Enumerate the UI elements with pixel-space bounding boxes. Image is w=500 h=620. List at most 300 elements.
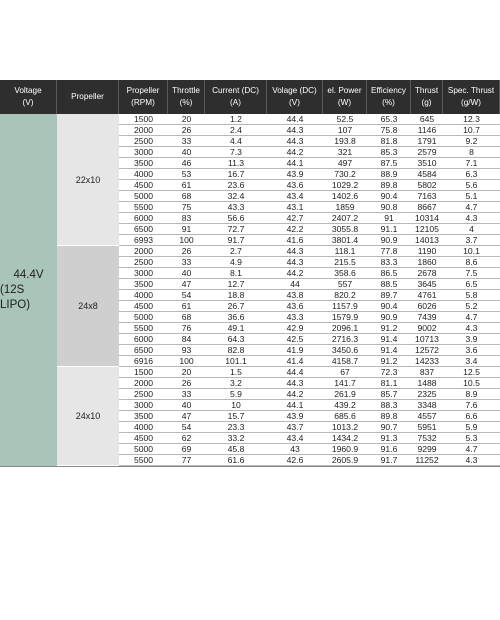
header-unit: (V) [22,98,34,107]
cell-el-power: 1960.9 [331,444,359,454]
cell-el-power: 118.1 [334,246,356,256]
cell-current: 16.7 [227,169,245,179]
cell-efficiency: 89.8 [380,180,398,190]
cell-rpm: 6993 [133,235,154,245]
cell-efficiency: 87.5 [380,158,398,168]
cell-rpm: 3000 [133,400,154,410]
cell-thrust: 12572 [415,345,439,355]
header-label: Current (DC) [212,86,259,95]
table-row [119,257,500,268]
cell-voltage-dc: 44.1 [286,400,304,410]
cell-el-power: 4158.7 [331,356,359,366]
cell-efficiency: 91.6 [380,444,398,454]
cell-spec-thrust: 3.9 [465,334,478,344]
header-unit: (RPM) [131,98,155,107]
cell-spec-thrust: 3.6 [465,345,478,355]
cell-voltage-dc: 44.4 [286,367,304,377]
cell-voltage-dc: 43 [290,444,300,454]
cell-throttle: 26 [181,125,192,135]
cell-el-power: 215.5 [334,257,356,267]
cell-throttle: 40 [181,400,192,410]
cell-spec-thrust: 5.6 [465,180,478,190]
cell-spec-thrust: 10.5 [463,378,480,388]
cell-current: 61.6 [227,455,245,465]
header-cell [119,80,168,114]
cell-rpm: 1500 [133,114,154,124]
cell-rpm: 4500 [133,301,154,311]
cell-spec-thrust: 8.9 [465,389,478,399]
cell-voltage-dc: 43.6 [286,301,304,311]
cell-el-power: 820.2 [334,290,356,300]
table-row [119,213,500,224]
cell-thrust: 10713 [415,334,439,344]
cell-current: 56.6 [227,213,245,223]
table-bottom-border [0,466,500,467]
table-row [119,345,500,356]
cell-el-power: 141.7 [334,378,356,388]
cell-efficiency: 88.9 [380,169,398,179]
cell-rpm: 1500 [133,367,154,377]
cell-thrust: 8667 [417,202,437,212]
header-label: Volage (DC) [272,86,317,95]
cell-current: 2.4 [230,125,242,135]
header-cell [443,80,500,114]
cell-thrust: 7532 [417,433,437,443]
cell-current: 12.7 [227,279,245,289]
cell-voltage-dc: 44 [290,279,300,289]
cell-current: 23.6 [227,180,245,190]
cell-efficiency: 90.4 [380,191,398,201]
cell-efficiency: 91.4 [380,345,398,355]
cell-throttle: 40 [181,268,192,278]
cell-efficiency: 91.4 [380,334,398,344]
cell-throttle: 77 [181,455,192,465]
cell-throttle: 33 [181,257,192,267]
cell-efficiency: 91.2 [380,356,398,366]
header-label: Voltage [14,86,42,95]
cell-rpm: 4000 [133,169,154,179]
cell-current: 64.3 [227,334,245,344]
table-header [0,80,500,114]
cell-voltage-dc: 44.3 [286,136,304,146]
cell-thrust: 1860 [417,257,437,267]
table-row [119,191,500,202]
cell-voltage-dc: 42.5 [286,334,304,344]
cell-voltage-dc: 44.3 [286,378,304,388]
table-row [119,422,500,433]
cell-spec-thrust: 4.7 [465,202,478,212]
cell-throttle: 68 [181,191,192,201]
cell-throttle: 84 [181,334,192,344]
cell-throttle: 69 [181,444,192,454]
cell-thrust: 1190 [417,246,437,256]
cell-efficiency: 88.5 [380,279,398,289]
cell-spec-thrust: 5.3 [465,433,478,443]
cell-throttle: 33 [181,389,192,399]
cell-throttle: 61 [181,301,192,311]
cell-el-power: 557 [337,279,353,289]
cell-current: 26.7 [227,301,245,311]
table-row [119,169,500,180]
cell-efficiency: 89.7 [380,290,398,300]
cell-rpm: 5000 [133,312,154,322]
table-row [119,455,500,466]
cell-el-power: 1402.6 [331,191,359,201]
cell-thrust: 3348 [417,400,437,410]
cell-voltage-dc: 42.2 [286,224,304,234]
cell-spec-thrust: 7.6 [465,400,478,410]
cell-thrust: 5802 [417,180,437,190]
cell-current: 32.4 [227,191,245,201]
table-row [119,389,500,400]
header-unit: (g/W) [460,98,481,107]
cell-throttle: 93 [181,345,192,355]
cell-current: 4.4 [230,136,242,146]
cell-thrust: 1791 [417,136,437,146]
cell-thrust: 1146 [417,125,437,135]
cell-thrust: 7163 [417,191,437,201]
cell-throttle: 20 [181,367,192,377]
cell-voltage-dc: 43.6 [286,180,304,190]
cell-efficiency: 91.1 [380,224,398,234]
cell-current: 82.8 [227,345,245,355]
cell-throttle: 100 [179,235,194,245]
cell-el-power: 3055.8 [331,224,359,234]
cell-efficiency: 86.5 [380,268,398,278]
cell-rpm: 2500 [133,257,154,267]
cell-current: 1.5 [230,367,242,377]
cell-rpm: 5500 [133,455,154,465]
cell-thrust: 645 [419,114,435,124]
cell-spec-thrust: 4.3 [465,213,478,223]
cell-rpm: 4500 [133,433,154,443]
cell-throttle: 91 [181,224,192,234]
cell-spec-thrust: 4.7 [465,312,478,322]
cell-current: 49.1 [227,323,245,333]
table-row [119,158,500,169]
cell-throttle: 75 [181,202,192,212]
cell-spec-thrust: 8 [469,147,474,157]
cell-voltage-dc: 44.2 [286,147,304,157]
cell-spec-thrust: 6.5 [465,279,478,289]
cell-voltage-dc: 44.2 [286,389,304,399]
cell-spec-thrust: 5.9 [465,422,478,432]
cell-voltage-dc: 44.3 [286,246,304,256]
propeller-group-label: 24x8 [57,246,119,367]
cell-rpm: 2000 [133,378,154,388]
header-label: el. Power [327,86,362,95]
table-row [119,334,500,345]
cell-thrust: 4557 [417,411,437,421]
cell-efficiency: 91.3 [380,433,398,443]
cell-thrust: 837 [419,367,435,377]
cell-current: 7.3 [230,147,242,157]
cell-throttle: 33 [181,136,192,146]
cell-rpm: 4500 [133,180,154,190]
table-row [119,444,500,455]
cell-current: 43.3 [227,202,245,212]
cell-throttle: 20 [181,114,192,124]
cell-rpm: 2000 [133,246,154,256]
cell-efficiency: 91 [384,213,394,223]
cell-el-power: 3450.6 [331,345,359,355]
cell-spec-thrust: 10.7 [463,125,480,135]
cell-el-power: 1029.2 [331,180,359,190]
cell-thrust: 4761 [417,290,437,300]
cell-spec-thrust: 5.2 [465,301,478,311]
header-cell [411,80,443,114]
table-row [119,301,500,312]
cell-current: 4.9 [230,257,242,267]
header-cell [168,80,205,114]
header-unit: (%) [179,98,193,107]
header-label: Propeller [71,92,104,101]
table-row [119,246,500,257]
cell-thrust: 2678 [417,268,437,278]
cell-spec-thrust: 12.3 [463,114,480,124]
cell-spec-thrust: 4.3 [465,455,478,465]
cell-rpm: 4000 [133,422,154,432]
header-cell [367,80,411,114]
cell-efficiency: 75.8 [380,125,398,135]
cell-voltage-dc: 43.3 [286,312,304,322]
header-unit: (A) [230,98,241,107]
cell-current: 3.2 [230,378,242,388]
table-row [119,290,500,301]
cell-el-power: 67 [340,367,350,377]
cell-efficiency: 77.8 [380,246,398,256]
table-row [119,180,500,191]
cell-voltage-dc: 41.6 [286,235,304,245]
cell-spec-thrust: 5.8 [465,290,478,300]
cell-current: 45.8 [227,444,245,454]
cell-el-power: 1434.2 [331,433,359,443]
cell-el-power: 321 [337,147,353,157]
cell-thrust: 7439 [417,312,437,322]
cell-el-power: 1579.9 [331,312,359,322]
cell-spec-thrust: 3.4 [465,356,478,366]
cell-efficiency: 65.3 [380,114,398,124]
cell-thrust: 5951 [417,422,437,432]
cell-efficiency: 90.9 [380,312,398,322]
cell-voltage-dc: 44.2 [286,268,304,278]
cell-throttle: 26 [181,246,192,256]
cell-spec-thrust: 4 [469,224,474,234]
cell-efficiency: 83.3 [380,257,398,267]
cell-current: 5.9 [230,389,242,399]
cell-voltage-dc: 43.8 [286,290,304,300]
cell-efficiency: 85.3 [380,147,398,157]
cell-voltage-dc: 41.9 [286,345,304,355]
cell-spec-thrust: 7.1 [465,158,478,168]
cell-rpm: 5500 [133,202,154,212]
cell-voltage-dc: 44.3 [286,125,304,135]
cell-current: 91.7 [227,235,245,245]
cell-throttle: 61 [181,180,192,190]
cell-rpm: 6500 [133,345,154,355]
cell-voltage-dc: 41.4 [286,356,304,366]
cell-voltage-dc: 44.4 [286,114,304,124]
header-label: Throttle [172,86,200,95]
cell-efficiency: 81.1 [380,378,398,388]
cell-rpm: 3000 [133,268,154,278]
cell-thrust: 14233 [415,356,439,366]
cell-efficiency: 89.8 [380,411,398,421]
cell-current: 8.1 [230,268,242,278]
cell-el-power: 52.5 [336,114,354,124]
cell-rpm: 3500 [133,158,154,168]
cell-thrust: 9002 [417,323,437,333]
cell-spec-thrust: 6.3 [465,169,478,179]
cell-thrust: 14013 [415,235,439,245]
header-unit: (V) [289,98,300,107]
cell-current: 72.7 [227,224,245,234]
voltage-value: 44.4V [13,268,44,281]
cell-rpm: 2500 [133,136,154,146]
table-row [119,312,500,323]
cell-efficiency: 88.3 [380,400,398,410]
header-label: Spec. Thrust [447,86,495,95]
cell-thrust: 2325 [417,389,437,399]
cell-rpm: 2500 [133,389,154,399]
header-cell [323,80,367,114]
cell-voltage-dc: 44.3 [286,257,304,267]
cell-rpm: 5000 [133,444,154,454]
cell-rpm: 6000 [133,213,154,223]
cell-current: 33.2 [227,433,245,443]
cell-spec-thrust: 5.1 [465,191,478,201]
cell-throttle: 54 [181,422,192,432]
cell-rpm: 3500 [133,411,154,421]
cell-current: 1.2 [230,114,242,124]
cell-spec-thrust: 4.3 [465,323,478,333]
header-unit: (%) [382,98,395,107]
cell-throttle: 83 [181,213,192,223]
table-row [119,147,500,158]
cell-throttle: 62 [181,433,192,443]
table-row [119,279,500,290]
cell-voltage-dc: 42.6 [286,455,304,465]
cell-throttle: 40 [181,147,192,157]
cell-spec-thrust: 6.6 [465,411,478,421]
header-unit: (g) [421,98,432,107]
header-cell [0,80,57,114]
cell-thrust: 10314 [415,213,439,223]
cell-thrust: 2579 [417,147,437,157]
cell-efficiency: 81.8 [380,136,398,146]
cell-thrust: 4584 [417,169,437,179]
cell-current: 15.7 [227,411,245,421]
cell-efficiency: 72.3 [380,367,398,377]
cell-throttle: 47 [181,411,192,421]
cell-el-power: 2716.3 [331,334,359,344]
header-label: Thrust [414,86,439,95]
cell-efficiency: 85.7 [380,389,398,399]
cell-current: 2.7 [230,246,242,256]
cell-rpm: 6000 [133,334,154,344]
cell-spec-thrust: 8.6 [465,257,478,267]
cell-el-power: 497 [337,158,353,168]
table-row [119,367,500,378]
voltage-battery: (12S LIPO) [0,283,31,311]
cell-efficiency: 90.8 [380,202,398,212]
cell-voltage-dc: 43.4 [286,191,304,201]
table-row [119,356,500,367]
table-row [119,323,500,334]
cell-el-power: 2407.2 [331,213,359,223]
header-label: Efficiency [371,86,406,95]
header-unit: (W) [337,98,352,107]
cell-el-power: 2605.9 [331,455,359,465]
cell-current: 10 [231,400,241,410]
header-cell [205,80,267,114]
cell-efficiency: 90.9 [380,235,398,245]
cell-rpm: 3500 [133,279,154,289]
table-row [119,433,500,444]
table-row [119,224,500,235]
cell-spec-thrust: 4.7 [465,444,478,454]
cell-el-power: 439.2 [334,400,356,410]
cell-efficiency: 91.7 [380,455,398,465]
propeller-group-label: 22x10 [57,114,119,246]
cell-throttle: 53 [181,169,192,179]
propeller-group-label: 24x10 [57,367,119,466]
cell-el-power: 193.8 [334,136,356,146]
cell-throttle: 46 [181,158,192,168]
cell-voltage-dc: 43.1 [286,202,304,212]
cell-current: 36.6 [227,312,245,322]
cell-el-power: 3801.4 [331,235,359,245]
cell-spec-thrust: 7.5 [465,268,478,278]
cell-thrust: 3645 [417,279,437,289]
voltage-cell [0,114,57,466]
cell-el-power: 685.6 [334,411,356,421]
cell-el-power: 730.2 [334,169,356,179]
cell-efficiency: 91.2 [380,323,398,333]
cell-voltage-dc: 42.7 [286,213,304,223]
cell-el-power: 1157.9 [332,301,358,311]
cell-thrust: 12105 [415,224,439,234]
cell-el-power: 261.9 [334,389,356,399]
cell-current: 18.8 [227,290,245,300]
cell-thrust: 9299 [417,444,437,454]
cell-voltage-dc: 44.1 [286,158,304,168]
cell-efficiency: 90.4 [380,301,398,311]
cell-voltage-dc: 43.9 [286,169,304,179]
cell-rpm: 3000 [133,147,154,157]
cell-rpm: 5500 [133,323,154,333]
cell-el-power: 107 [337,125,353,135]
cell-throttle: 68 [181,312,192,322]
cell-el-power: 1013.2 [331,422,359,432]
cell-rpm: 4000 [133,290,154,300]
cell-el-power: 358.6 [334,268,356,278]
cell-current: 101.1 [225,356,247,366]
table-row [119,378,500,389]
table-row [119,114,500,125]
cell-thrust: 11252 [415,455,439,465]
table-row [119,136,500,147]
cell-el-power: 2096.1 [331,323,359,333]
header-cell [57,80,119,114]
cell-thrust: 3510 [417,158,437,168]
cell-voltage-dc: 43.7 [286,422,304,432]
cell-efficiency: 90.7 [380,422,398,432]
cell-rpm: 6916 [133,356,154,366]
cell-voltage-dc: 42.9 [286,323,304,333]
cell-throttle: 26 [181,378,192,388]
table-row [119,125,500,136]
